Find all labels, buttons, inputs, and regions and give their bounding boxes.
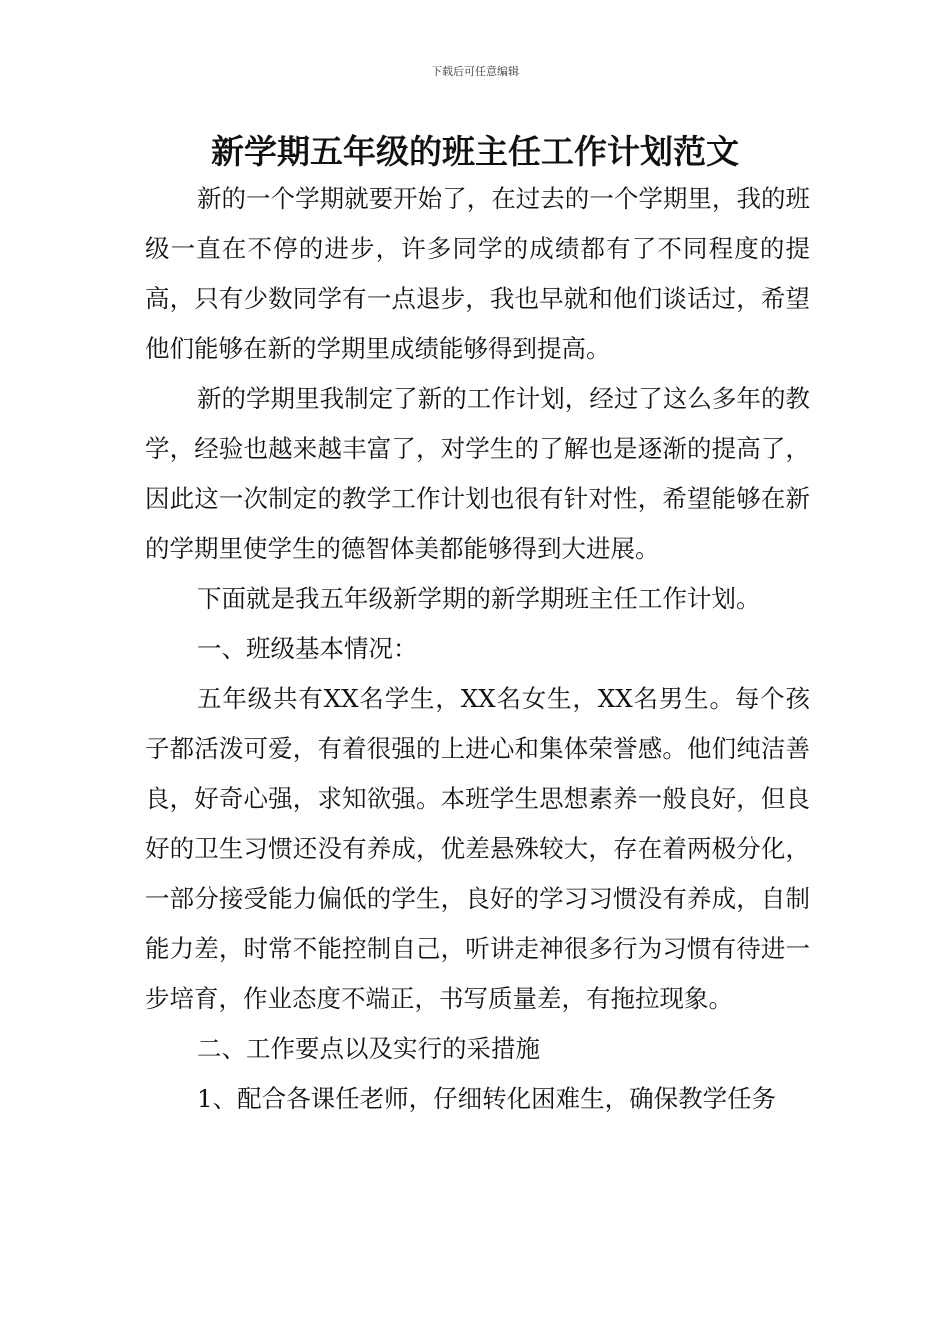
paragraph-lead-in: 下面就是我五年级新学期的新学期班主任工作计划。: [197, 584, 761, 613]
section-heading-work-points: 二、工作要点以及实行的采措施: [197, 1034, 540, 1063]
header-note: 下载后可任意编辑: [431, 65, 519, 78]
document-body: [145, 174, 810, 1124]
paragraph-item-1: 1、配合各课任老师，仔细转化困难生，确保教学任务: [197, 1084, 777, 1113]
section-heading-class-situation: 一、班级基本情况：: [197, 634, 418, 663]
document-title: 新学期五年级的班主任工作计划范文: [211, 132, 739, 171]
paragraph-class-situation: 五年级共有XX名学生，XX名女生，XX名男生。每个孩子都活泼可爱，有着很强的上进心和集体荣誉感。他们纯洁善良，好奇心强，求知欲强。本班学生思想素养一般良好，但良好的卫生习惯还没有养成，优差悬殊较大，存在着两极分化，一部分接受能力偏低的学生，良好的学习习惯没有养成，自制能力差，时常不能控制自己，听讲走神很多行为习惯有待进一步培育，作业态度不端正，书写质量差，有拖拉现象。: [145, 684, 810, 1013]
paragraph-intro: 新的一个学期就要开始了，在过去的一个学期里，我的班级一直在不停的进步，许多同学的成绩都有了不同程度的提高，只有少数同学有一点退步，我也早就和他们谈话过，希望他们能够在新的学期里成绩能够得到提高。: [145, 184, 810, 363]
paragraph-plan: 新的学期里我制定了新的工作计划，经过了这么多年的教学，经验也越来越丰富了，对学生的了解也是逐渐的提高了，因此这一次制定的教学工作计划也很有针对性，希望能够在新的学期里使学生的德智体美都能够得到大进展。: [145, 384, 810, 563]
